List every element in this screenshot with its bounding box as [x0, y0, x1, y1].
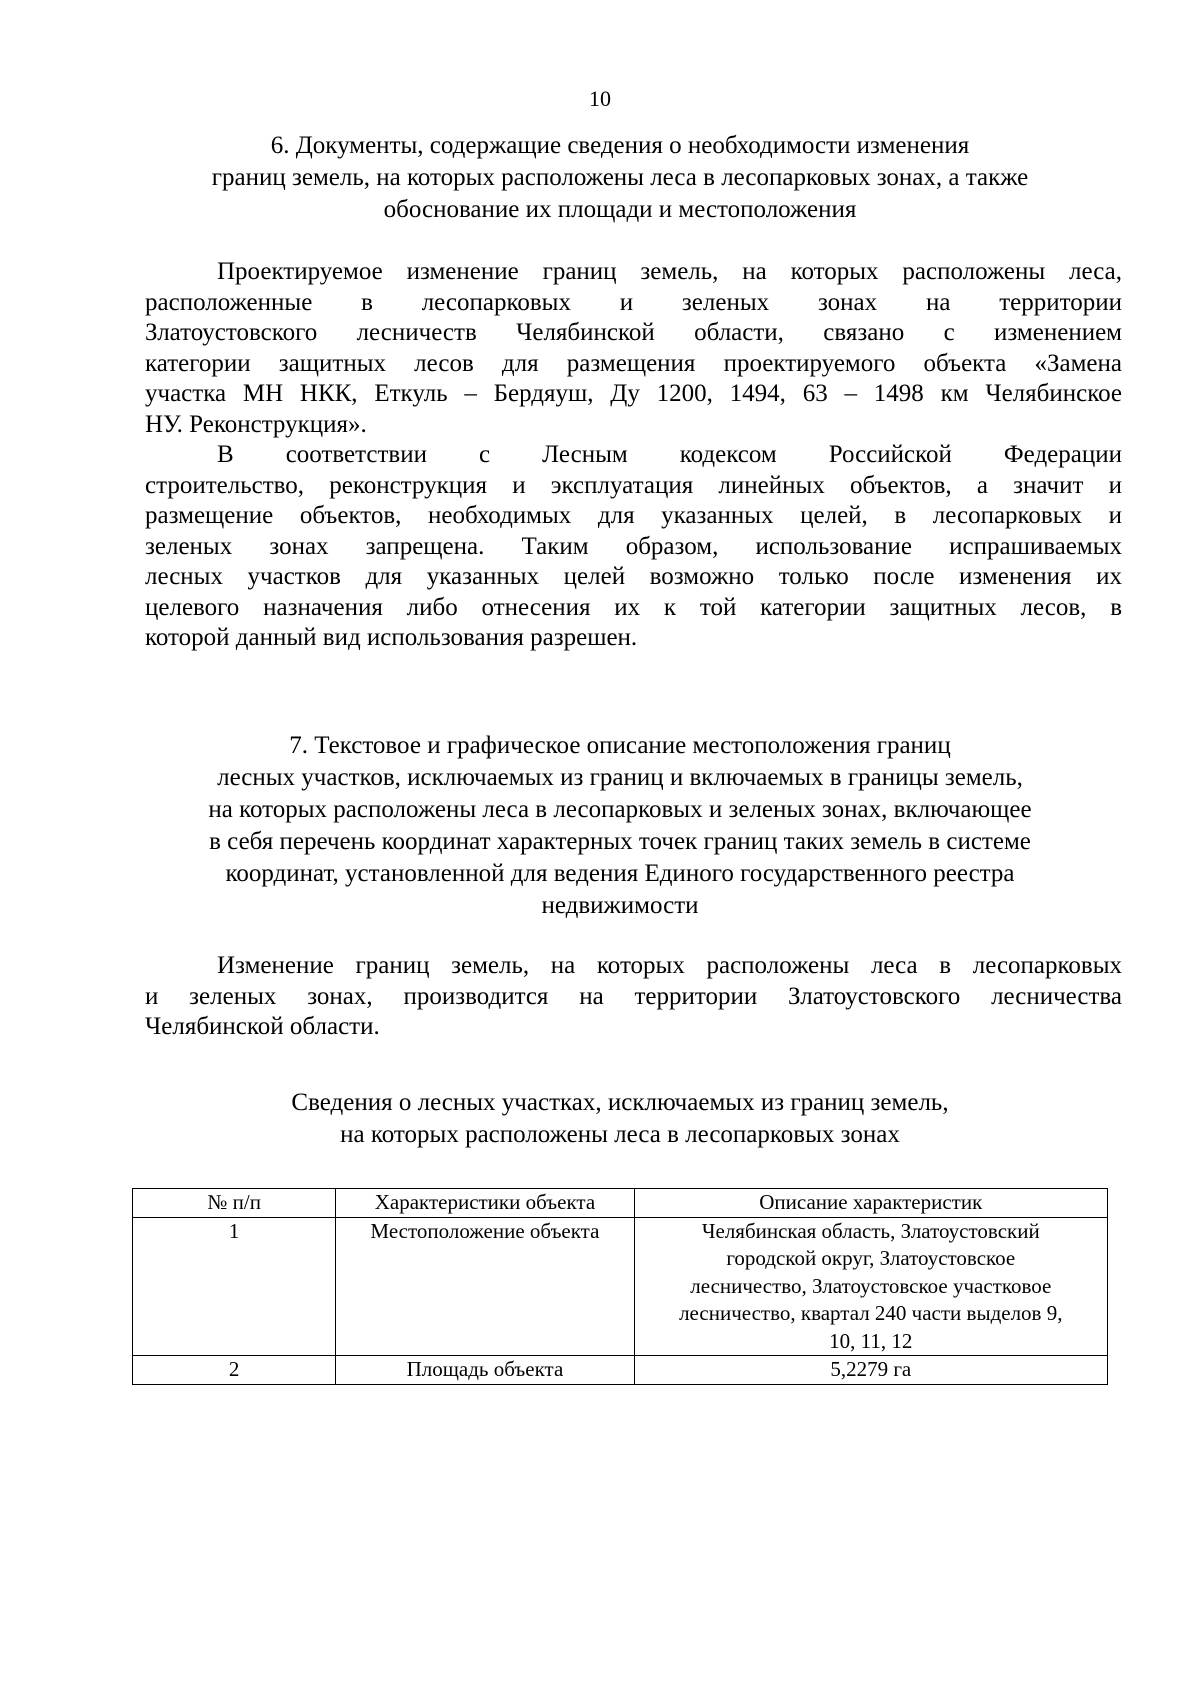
- paragraph-line: расположенные в лесопарковых и зеленых зонах на территории: [145, 288, 1122, 316]
- section-6-heading: [120, 130, 1120, 226]
- description-line: городской округ, Златоустовское: [726, 1246, 1016, 1270]
- paragraph-line: Челябинской области.: [145, 1013, 380, 1040]
- paragraph-line: категории защитных лесов для размещения проектируемого объекта «Замена: [145, 349, 1122, 377]
- table-caption: [120, 1087, 1120, 1151]
- header-characteristic: Характеристики объекта: [336, 1189, 634, 1218]
- header-number: № п/п: [133, 1189, 336, 1218]
- paragraph-line: Изменение границ земель, на которых расположены леса в лесопарковых: [217, 952, 1122, 979]
- description-line: 10, 11, 12: [829, 1328, 913, 1353]
- description-line: лесничество, Златоустовское участковое: [690, 1273, 1052, 1298]
- heading-line: 6. Документы, содержащие сведения о необходимости изменения: [270, 132, 970, 159]
- paragraph-line: НУ. Реконструкция».: [145, 410, 367, 438]
- paragraph-line: строительство, реконструкция и эксплуатация линейных объектов, а значит и: [145, 471, 1122, 499]
- cell-description: [634, 1217, 1107, 1356]
- section-6-paragraph-1: [145, 257, 1122, 440]
- description-line: Челябинская область, Златоустовский: [701, 1218, 1040, 1243]
- paragraph-line: В соответствии с Лесным кодексом Российской Федерации: [217, 441, 1122, 468]
- caption-line: Сведения о лесных участках, исключаемых из границ земель,: [291, 1089, 949, 1116]
- heading-line: на которых расположены леса в лесопарковых и зеленых зонах, включающее: [208, 796, 1032, 823]
- header-description: Описание характеристик: [634, 1189, 1107, 1218]
- caption-line: на которых расположены леса в лесопарковых зонах: [340, 1121, 900, 1148]
- heading-line: недвижимости: [541, 892, 699, 919]
- paragraph-line: участка МН НКК, Еткуль – Бердяуш, Ду 1200, 1494, 63 – 1498 км Челябинское: [145, 380, 1122, 407]
- section-7-paragraph: [145, 951, 1122, 1043]
- section-6-paragraph-2: [145, 440, 1122, 654]
- cell-characteristic: Площадь объекта: [336, 1356, 634, 1385]
- section-7-heading: [120, 730, 1120, 922]
- table-header-row: [133, 1189, 1108, 1218]
- page-number: 10: [589, 86, 611, 111]
- forest-plot-info-table: [132, 1188, 1108, 1385]
- table-row: [133, 1217, 1108, 1356]
- heading-line: границ земель, на которых расположены леса в лесопарковых зонах, а также: [211, 164, 1029, 191]
- paragraph-line: Златоустовского лесничеств Челябинской области, связано с изменением: [145, 319, 1122, 346]
- paragraph-line: зеленых зонах запрещена. Таким образом, использование испрашиваемых: [145, 532, 1122, 560]
- cell-number: 2: [133, 1356, 336, 1385]
- paragraph-line: Проектируемое изменение границ земель, на которых расположены леса,: [217, 258, 1122, 285]
- description-line: 5,2279 га: [830, 1357, 912, 1381]
- cell-characteristic: Местоположение объекта: [336, 1217, 634, 1356]
- description-line: лесничество, квартал 240 части выделов 9,: [679, 1301, 1063, 1325]
- heading-line: лесных участков, исключаемых из границ и включаемых в границы земель,: [217, 764, 1023, 791]
- paragraph-line: размещение объектов, необходимых для указанных целей, в лесопарковых и: [145, 502, 1122, 529]
- paragraph-line: целевого назначения либо отнесения их к той категории защитных лесов, в: [145, 593, 1122, 621]
- cell-number: 1: [133, 1217, 336, 1356]
- heading-line: обоснование их площади и местоположения: [383, 196, 857, 223]
- paragraph-line: лесных участков для указанных целей возможно только после изменения их: [145, 563, 1122, 590]
- table-row: [133, 1356, 1108, 1385]
- heading-line: в себя перечень координат характерных точек границ таких земель в системе: [209, 828, 1031, 855]
- heading-line: 7. Текстовое и графическое описание местоположения границ: [289, 732, 951, 759]
- heading-line: координат, установленной для ведения Единого государственного реестра: [225, 860, 1015, 887]
- paragraph-line: которой данный вид использования разрешен.: [145, 624, 638, 651]
- paragraph-line: и зеленых зонах, производится на территории Златоустовского лесничества: [145, 982, 1122, 1010]
- cell-description: [634, 1356, 1107, 1385]
